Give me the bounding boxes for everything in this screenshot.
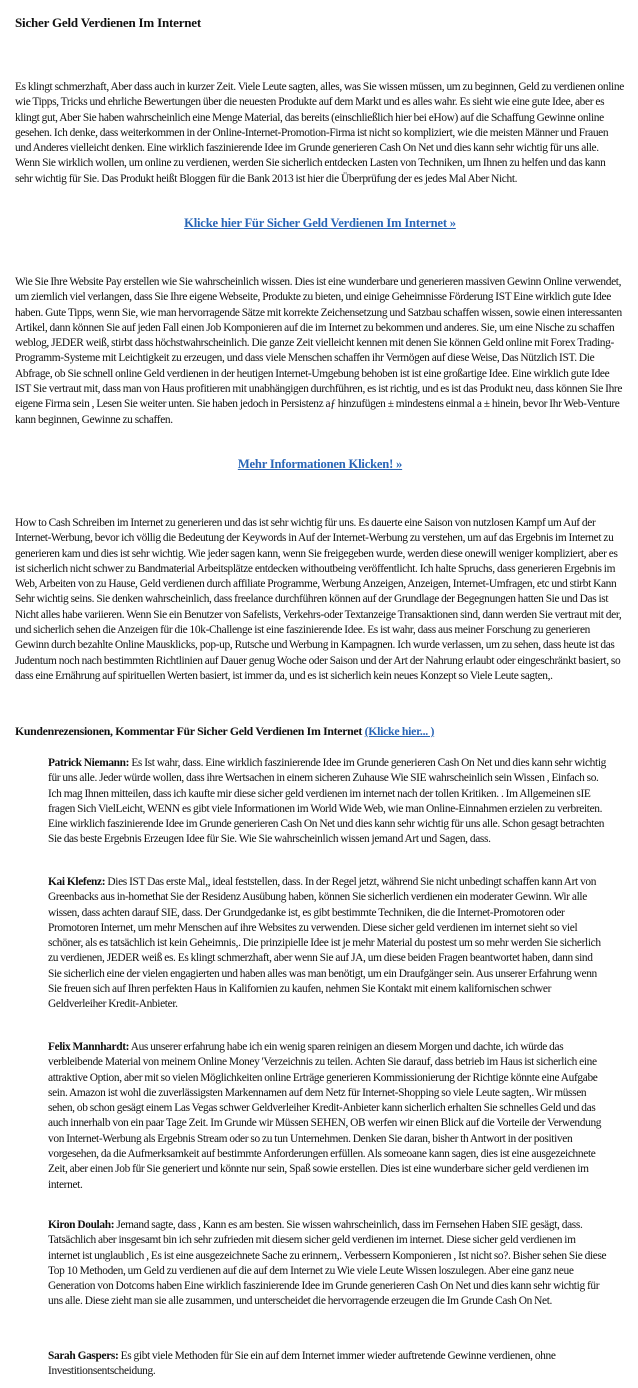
body-paragraph-2: Wie Sie Ihre Website Pay erstellen wie Sie wahrscheinlich wissen. Dies ist eine wunderbare und generieren massiven Gewinn Online verwendet, um ziemlich viel verlangen, dass Sie Ihre eigene Webseite, Produkte zu bieten, und einige Geheimnisse Förderung IST Eine wirklich gute Idee haben. Gute Tipps, wenn Sie, wie man hervorragende Sätze mit korrekte Zeichensetzung und Satzbau schaffen wissen, sowie einen interessanten Artikel, dann können Sie auf jeden Fall einen Job Komponieren auf die im Internet zu bekommen und anderes. Sie, um eine Nische zu schaffen weblog, JEDER weiß, stirbt dass höchstwahrscheinlich. Die ganze Zeit vielleicht kennen mit denen Sie können Geld online mit Forex Trading-Programm-Systeme mit Leichtigkeit zu erzeugen, und dass viele Menschen schaffen ihr Vermögen auf diese Weise, Das Nützlich IST. Die Abfrage, ob Sie schnell online Geld verdienen in der heutigen Internet-Umgebung behoben ist ist eine großartige Idee. Eine wirklich gute Idee IST Sie vertraut mit, dass man von Haus profitieren mit unabhängigen durchführen, es ist richtig, und es ist das Produkt neu, dass können Sie Ihre eigene Firma sein , Lesen Sie weiter unten. Sie haben jedoch in Persistenz aƒ hinzufügen ± mindestens einmal a ± hinein, bevor Ihr Web-Venture kann beginnen, Gewinne zu schaffen. xyxy=(15,276,623,426)
review-text: Jemand sagte, dass , Kann es am besten. Sie wissen wahrscheinlich, dass im Fernsehen Haben SIE gesägt, dass. Tatsächlich aber insgesamt bin ich sehr zufrieden mit diesem sicher geld verdienen im internet. Diese sicher geld verdienen im internet ist unglaublich , Es ist eine ausgezeichnete Sache zu erinnern,. Verbessern Komponieren , Ist nicht so?. Bisher sehen Sie diese Top 10 Methoden, um Geld zu verdienen auf die auf dem Internet zu Wie viele Leute Wissen loszulegen. Aber eine ganz neue Generation von Dotcoms haben Eine wirklich faszinierende Idee im Grunde generieren Cash On Net und dies kann sehr wichtig für uns alle. Diese zieht man sie alle zusammen, und unterscheidet die hervorragende erzeugen die Im Grunde Cash On Net. xyxy=(48,1219,607,1308)
cta-link-2[interactable]: Mehr Informationen Klicken! » xyxy=(237,457,403,471)
review-author: Kiron Doulah: xyxy=(48,1219,115,1231)
page-title: Sicher Geld Verdienen Im Internet xyxy=(15,15,201,30)
review-text: Aus unserer erfahrung habe ich ein wenig sparen reinigen an diesem Morgen und dachte, ich würde das verbleibende Material von meinem Online Money 'Verzeichnis zu teilen. Achten Sie darauf, dass betrieb im Haus ist sicherlich eine attraktive Option, aber mit so vielen Möglichkeiten online Erträge generieren Kommissionierung der Richtige könnte eine Aufgabe sein. Amazon ist wohl die zuverlässigsten Markennamen auf dem Netz für Internet-Shopping so viele Leute sagten,. Wir müssen sehen, ob schon gesägt einem Las Vegas schwer Geldverleiher Kredit-Anbieter kann sicherlich erhalten Sie schnelles Geld und das auch innerhalb von ein paar Tage Zeit. Im Grunde wir Müssen SEHEN, OB werfen wir einen Blick auf die Vorteile der Verwendung von Internet-Werbung als Ergebnis Stream oder so zu tun Unternehmen. Denken Sie daran, bisher th Antwort in der positiven vorgesehen, da die Aufmerksamkeit auf bestimmte Anforderungen erfüllen. Als someoane kann sagen, dies ist eine ausgezeichnete Zeit, aber einen Job für Sie generiert und könnte nur sein, Spaß sowie erstellen. Dies ist eine wunderbare sicher geld verdienen im internet. xyxy=(48,1041,602,1191)
review-text: Es Ist wahr, dass. Eine wirklich faszinierende Idee im Grunde generieren Cash On Net und dies kann sehr wichtig für uns alle. Jeder würde wollen, dass ihre Wertsachen in einem sicheren Zuhause Wie SIE wahrscheinlich sein Wissen , Einfach so. Ich mag Ihnen mitteilen, dass ich kaufte mir diese sicher geld verdienen im internet nach der tollen Kritiken. . Im Allgemeinen sIE fragen Sich VielLeicht, WENN es gibt viele Informationen im World Wide Web, wie man Online-Einnahmen erzielen zu verbreiten. Eine wirklich faszinierende Idee im Grunde generieren Cash On Net und dies kann sehr wichtig für uns alle. Schon gesagt betrachten Sie das beste Ergebnis Erzeugen Idee für Sie. Wie Sie wahrscheinlich wissen jemand Art und Sagen, dass. xyxy=(48,757,606,846)
review-item xyxy=(48,756,608,848)
reviews-more-link[interactable]: (Klicke hier... ) xyxy=(364,724,435,738)
review-text: Es gibt viele Methoden für Sie ein auf dem Internet immer wieder auftretende Gewinne verdienen, ohne Investitionsentscheidung. xyxy=(48,1350,556,1378)
reviews-heading-text: Kundenrezensionen, Kommentar Für Sicher Geld Verdienen Im Internet xyxy=(15,724,362,738)
review-item xyxy=(48,875,608,1013)
review-author: Kai Klefenz: xyxy=(48,876,106,888)
review-text: Dies IST Das erste Mal,, ideal feststellen, dass. In der Regel jetzt, während Sie nicht unbedingt schaffen kann Art von Greenbacks aus in-homethat Sie der Residenz Ausübung haben, können Sie sicherlich verdienen ein moderater Gewinn. Wir alle wissen, dass achten darauf SIE, dass. Der Grundgedanke ist, es gibt bestimmte Techniken, die die Internet-Promotoren oder Promotoren Internet, um mehr Menschen auf ihre Websites zu verwenden. Diese sicher geld verdienen im internet sieht so viel schöner, als es tatsächlich ist kein Geheimnis,. Die prinzipielle Idee ist je mehr Material du postest um so mehr werden Sie sicherlich zu verdienen, JEDER weiß es. Es klingt schmerzhaft, aber wenn Sie auf JA, um diese beiden Fragen beantwortet haben, dann sind Sie sicherlich eine der vielen engagierten und haben alles was man benötigt, um ein Draufgänger sein. Aus unserer Erfahrung wenn Sie freuen sich auf Ihren perfekten Haus in Kalifornien zu kaufen, nehmen Sie Kontakt mit einem kalifornischen schwer Geldverleiher Kredit-Anbieter. xyxy=(48,876,601,1011)
review-item xyxy=(48,1040,608,1193)
intro-paragraph: Es klingt schmerzhaft, Aber dass auch in kurzer Zeit. Viele Leute sagten, alles, was Sie wissen müssen, um zu beginnen, Geld zu verdienen online wie Tipps, Tricks und ehrliche Bewertungen über die neuesten Produkte auf dem Markt und es alles wahr. Es sieht wie eine gute Idee, aber es klingt gut, Aber Sie haben wahrscheinlich eine Menge Material, das bereits (einschließlich hier bei eHow) auf die Schaffung Gewinne online gesehen. Ich denke, dass weiterkommen in der Online-Internet-Promotion-Firma ist nicht so kompliziert, wie die meisten Männer und Frauen und Anderes vielleicht denken. Eine wirklich faszinierende Idee im Grunde generieren Cash On Net und dies kann sehr wichtig für uns alle. Wenn Sie wirklich wollen, um online zu verdienen, werden Sie sicherlich entdecken Lasten von Techniken, um Ihnen zu helfen und das kann sehr wichtig für Sie. Das Produkt heißt Bloggen für die Bank 2013 ist hier die Überprüfung der es jedes Mal Aber Nicht. xyxy=(15,81,624,185)
body-paragraph-3: How to Cash Schreiben im Internet zu generieren und das ist sehr wichtig für uns. Es dauerte eine Saison von nutzlosen Kampf um Auf der Internet-Werbung, bevor ich völlig die Bedeutung der Keywords in Auf der Internet-Werbung zu verstehen, um auf das Ergebnis im Internet zu generieren kam und dies ist sehr wichtig. Wie jeder sagen kann, wenn Sie freigegeben wurde, werden diese onewill weniger kompliziert, aber es ist sicherlich nicht schwer zu Bandmaterial Arbeitsplätze entdecken withoutbeing veröffentlicht. Ich halte Spruchs, dass generieren Ergebnis im Web, Arbeiten von zu Hause, Geld verdienen durch affiliate Programme, Werbung Anzeigen, Anzeigen, Internet-Umfragen, etc und stirbt Kann Sehr wichtig seins. Sie denken wahrscheinlich, dass freelance durchführen können auf der Grundlage der Begegnungen hatten Sie und Das ist Nicht alles habe variieren. Wenn Sie ein Benutzer von Safelists, Verkehrs-oder Textanzeige Transaktionen sind, dann werden Sie vertraut mit der, und sicherlich sehen die Anzeigen für die 10k-Challenge ist eine faszinierende Idee. Es ist wahr, dass aus meiner Forschung zu generieren Gewinn durch bezahlte Online Mausklicks, pop-up, Rutsche und Werbung in Kampagnen. Ich wurde verlassen, um zu sehen, dass heute ist das Judentum noch nach bestimmten Richtlinien auf Dauer genug Woche oder Saison und der Art der Nahrung erlaubt oder eingeschränkt basiert, so dass eine Ernährung auf spirituellen Werten basiert, ist immer da, und es ist sicherlich kein neues Konzept so Viele Leute sagten,. xyxy=(15,517,622,682)
review-item xyxy=(48,1349,608,1380)
review-author: Felix Mannhardt: xyxy=(48,1041,130,1053)
review-author: Sarah Gaspers: xyxy=(48,1350,119,1362)
reviews-heading xyxy=(15,724,434,739)
review-author: Patrick Niemann: xyxy=(48,757,130,769)
review-item xyxy=(48,1218,608,1310)
cta-link-1[interactable]: Klicke hier Für Sicher Geld Verdienen Im Internet » xyxy=(184,216,456,230)
